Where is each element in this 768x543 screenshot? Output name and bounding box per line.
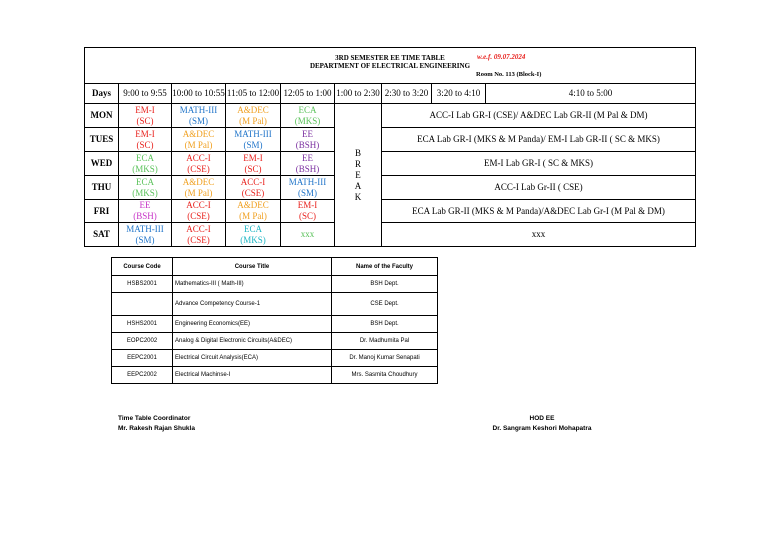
- afternoon-lab-cell: ACC-I Lab Gr-II ( CSE): [382, 176, 696, 200]
- subject-name: EE: [302, 128, 313, 139]
- timetable-row: [85, 152, 696, 176]
- hod-title: HOD EE: [529, 415, 555, 422]
- subject-name: ECA: [244, 223, 262, 234]
- subject-name: A&DEC: [237, 104, 269, 115]
- column-header-slot-6: 3:20 to 4:10: [432, 84, 486, 104]
- faculty-initials: (MKS): [132, 187, 158, 198]
- course-title: Electrical Circuit Analysis(ECA): [173, 350, 332, 367]
- subject-name: EE: [302, 152, 313, 163]
- faculty-initials: (M Pal): [184, 187, 213, 198]
- course-code: HSHS2001: [112, 316, 173, 333]
- course-row: [112, 350, 438, 367]
- class-cell: [281, 104, 335, 128]
- course-title-header: Course Title: [173, 258, 332, 276]
- day-label: THU: [85, 176, 119, 200]
- timetable-header-row: [85, 84, 696, 104]
- class-cell: [172, 200, 226, 223]
- class-cell: [172, 223, 226, 247]
- timetable-row: [85, 223, 696, 247]
- class-cell: [226, 104, 281, 128]
- class-cell: [119, 152, 172, 176]
- course-table: [111, 257, 438, 384]
- faculty-initials: (BSH): [295, 139, 320, 150]
- faculty-name: Dr. Madhumita Pal: [332, 333, 438, 350]
- class-cell: [172, 128, 226, 152]
- class-cell: [172, 104, 226, 128]
- subject-name: ACC-I: [186, 200, 211, 210]
- class-cell: [226, 176, 281, 200]
- column-header-days: Days: [85, 84, 119, 104]
- class-cell: [172, 176, 226, 200]
- class-cell: [226, 128, 281, 152]
- subject-name: EM-I: [135, 128, 155, 139]
- faculty-name-header: Name of the Faculty: [332, 258, 438, 276]
- afternoon-lab-cell: ACC-I Lab GR-I (CSE)/ A&DEC Lab GR-II (M Pal & DM): [382, 104, 696, 128]
- break-letter: K: [354, 191, 362, 202]
- subject-name: EM-I: [135, 104, 155, 115]
- class-cell: [281, 200, 335, 223]
- class-cell: [281, 128, 335, 152]
- subject-name: EM-I: [297, 200, 318, 210]
- break-letter: R: [354, 158, 361, 169]
- class-cell: [226, 152, 281, 176]
- day-label: MON: [85, 104, 119, 128]
- hod-block: [482, 414, 602, 434]
- column-header-slot-4: 12:05 to 1:00: [281, 84, 335, 104]
- break-letter: E: [355, 169, 361, 180]
- course-code-header: Course Code: [112, 258, 173, 276]
- column-header-break: 1:00 to 2:30: [335, 84, 382, 104]
- faculty-initials: (BSH): [295, 163, 320, 174]
- faculty-initials: (CSE): [187, 163, 210, 174]
- subject-name: ECA: [136, 176, 154, 187]
- course-title: Engineering Economics(EE): [173, 316, 332, 333]
- faculty-initials: (M Pal): [239, 211, 267, 221]
- course-row: [112, 333, 438, 350]
- course-code: EEPC2001: [112, 350, 173, 367]
- class-cell: [226, 200, 281, 223]
- faculty-initials: (SC): [244, 163, 262, 174]
- coordinator-title: Time Table Coordinator: [118, 415, 191, 422]
- course-row: [112, 367, 438, 384]
- day-label: TUES: [85, 128, 119, 152]
- day-label: SAT: [85, 223, 119, 247]
- break-letter: B: [354, 147, 361, 158]
- break-column: [335, 104, 382, 247]
- faculty-initials: (MKS): [240, 234, 266, 245]
- faculty-initials: (SM): [297, 187, 317, 198]
- column-header-slot-7: 4:10 to 5:00: [486, 84, 696, 104]
- course-code: HSBS2001: [112, 276, 173, 293]
- faculty-initials: (SC): [136, 115, 154, 126]
- faculty-name: BSH Dept.: [332, 276, 438, 293]
- faculty-name: Dr. Manoj Kumar Senapati: [332, 350, 438, 367]
- faculty-initials: (CSE): [241, 187, 265, 198]
- subject-name: ECA: [136, 152, 154, 163]
- timetable-row: [85, 104, 696, 128]
- faculty-initials: (SC): [298, 211, 316, 221]
- subject-name: A&DEC: [182, 176, 215, 187]
- coordinator-name: Mr. Rakesh Rajan Shukla: [118, 425, 195, 432]
- subject-name: EE: [139, 200, 151, 210]
- course-title: Mathematics-III ( Math-III): [173, 276, 332, 293]
- class-cell: [281, 223, 335, 247]
- course-row: [112, 316, 438, 333]
- column-header-slot-3: 11:05 to 12:00: [226, 84, 281, 104]
- hod-name: Dr. Sangram Keshori Mohapatra: [492, 425, 592, 432]
- subject-name: A&DEC: [237, 200, 269, 210]
- class-cell: [226, 223, 281, 247]
- faculty-initials: (MKS): [294, 115, 321, 126]
- subject-name: ACC-I: [186, 223, 211, 234]
- course-title: Analog & Digital Electronic Circuits(A&DEC): [173, 333, 332, 350]
- afternoon-lab-cell: xxx: [382, 223, 696, 247]
- faculty-initials: (M Pal): [239, 115, 267, 126]
- faculty-initials: (SM): [243, 139, 263, 150]
- day-label: WED: [85, 152, 119, 176]
- timetable-row: [85, 176, 696, 200]
- timetable-title: 3RD SEMESTER EE TIME TABLE: [335, 54, 445, 62]
- break-letter: A: [354, 180, 362, 191]
- timetable-grid: [84, 83, 696, 247]
- faculty-initials: (M Pal): [184, 139, 213, 150]
- class-cell: [172, 152, 226, 176]
- faculty-name: BSH Dept.: [332, 316, 438, 333]
- course-code: [112, 293, 173, 316]
- course-title: Electrical Machinse-I: [173, 367, 332, 384]
- subject-name: MATH-III: [288, 176, 327, 187]
- faculty-initials: (MKS): [132, 163, 158, 174]
- afternoon-lab-cell: ECA Lab GR-II (MKS & M Panda)/A&DEC Lab Gr-I (M Pal & DM): [382, 200, 696, 223]
- column-header-slot-2: 10:00 to 10:55: [172, 84, 226, 104]
- subject-name: MATH-III: [126, 223, 164, 234]
- day-label: FRI: [85, 200, 119, 223]
- subject-name: ACC-I: [186, 152, 211, 163]
- timetable-row: [85, 200, 696, 223]
- class-cell: [119, 176, 172, 200]
- course-row: [112, 293, 438, 316]
- subject-name: xxx: [300, 229, 315, 239]
- faculty-initials: (CSE): [187, 211, 210, 221]
- subject-name: A&DEC: [182, 128, 215, 139]
- faculty-initials: (SM): [135, 234, 155, 245]
- faculty-name: Mrs. Sasmita Choudhury: [332, 367, 438, 384]
- course-title: Advance Competency Course-1: [173, 293, 332, 316]
- faculty-name: CSE Dept.: [332, 293, 438, 316]
- course-table-header: [112, 258, 438, 276]
- subject-name: EM-I: [243, 152, 263, 163]
- coordinator-block: [118, 414, 195, 434]
- course-code: EEPC2002: [112, 367, 173, 384]
- class-cell: [119, 128, 172, 152]
- room-number: Room No. 113 (Block-I): [476, 71, 542, 78]
- class-cell: [119, 200, 172, 223]
- class-cell: [119, 104, 172, 128]
- department-name: DEPARTMENT OF ELECTRICAL ENGINEERING: [309, 62, 471, 70]
- subject-name: ACC-I: [240, 176, 266, 187]
- column-header-slot-5: 2:30 to 3:20: [382, 84, 432, 104]
- subject-name: MATH-III: [179, 104, 218, 115]
- subject-name: ECA: [298, 104, 317, 115]
- class-cell: [119, 223, 172, 247]
- faculty-initials: (SC): [136, 139, 154, 150]
- faculty-initials: (CSE): [187, 234, 210, 245]
- faculty-initials: (SM): [188, 115, 208, 126]
- faculty-initials: (BSH): [133, 211, 157, 221]
- afternoon-lab-cell: ECA Lab GR-I (MKS & M Panda)/ EM-I Lab GR-II ( SC & MKS): [382, 128, 696, 152]
- timetable-row: [85, 128, 696, 152]
- course-code: EOPC2002: [112, 333, 173, 350]
- afternoon-lab-cell: EM-I Lab GR-I ( SC & MKS): [382, 152, 696, 176]
- course-row: [112, 276, 438, 293]
- column-header-slot-1: 9:00 to 9:55: [119, 84, 172, 104]
- class-cell: [281, 152, 335, 176]
- class-cell: [281, 176, 335, 200]
- subject-name: MATH-III: [234, 128, 272, 139]
- wef-date: w.e.f. 09.07.2024: [477, 53, 526, 61]
